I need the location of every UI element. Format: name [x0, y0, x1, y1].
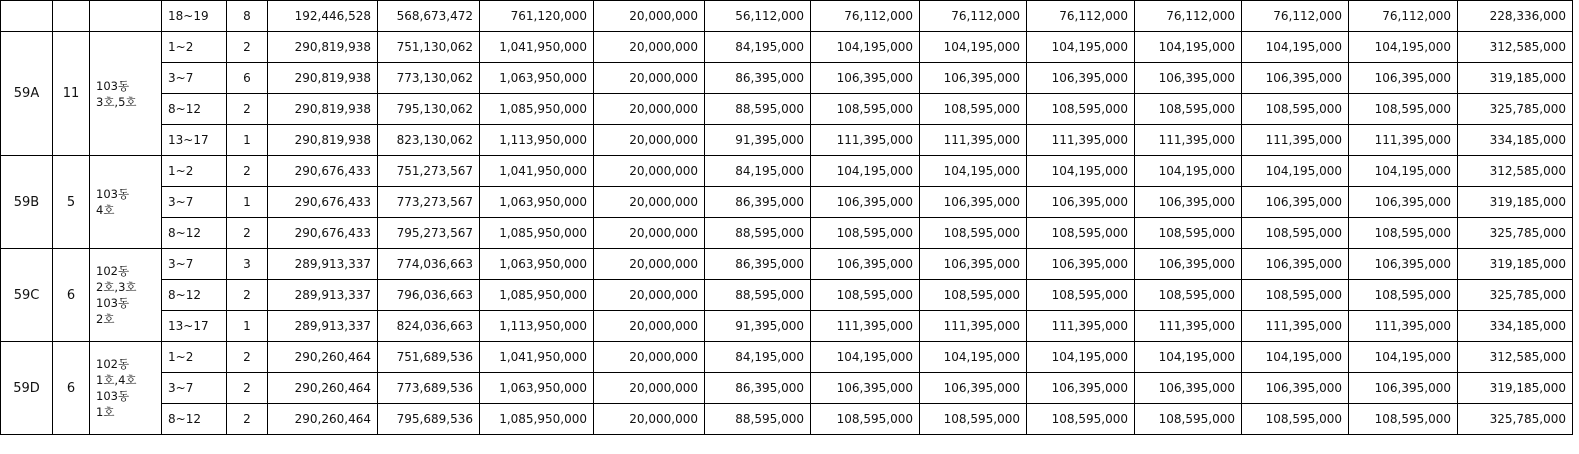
amount-cell: 312,585,000 — [1458, 32, 1573, 63]
amount-cell: 76,112,000 — [1135, 1, 1242, 32]
amount-cell: 20,000,000 — [594, 218, 705, 249]
amount-cell: 290,676,433 — [268, 156, 378, 187]
amount-cell: 88,595,000 — [705, 280, 811, 311]
amount-cell: 106,395,000 — [1242, 249, 1349, 280]
unit-type-cell: 59C — [1, 249, 53, 342]
amount-cell: 751,689,536 — [378, 342, 480, 373]
unit-count-cell — [53, 1, 90, 32]
amount-cell: 111,395,000 — [1135, 125, 1242, 156]
building-unit-cell — [90, 32, 162, 156]
units-cell: 1 — [227, 187, 268, 218]
amount-cell: 334,185,000 — [1458, 125, 1573, 156]
units-cell: 2 — [227, 32, 268, 63]
amount-cell: 56,112,000 — [705, 1, 811, 32]
units-cell: 8 — [227, 1, 268, 32]
floor-range-cell: 18~19 — [162, 1, 227, 32]
units-cell: 2 — [227, 280, 268, 311]
amount-cell: 108,595,000 — [920, 404, 1027, 435]
amount-cell: 84,195,000 — [705, 32, 811, 63]
amount-cell: 1,085,950,000 — [480, 94, 594, 125]
unit-count-cell: 6 — [53, 342, 90, 435]
amount-cell: 774,036,663 — [378, 249, 480, 280]
building-unit-line: 102동 — [96, 357, 130, 371]
building-unit-line: 103동 — [96, 296, 130, 310]
amount-cell: 108,595,000 — [1135, 94, 1242, 125]
amount-cell: 104,195,000 — [920, 32, 1027, 63]
amount-cell: 106,395,000 — [1027, 187, 1135, 218]
table-row — [1, 218, 1573, 249]
amount-cell: 824,036,663 — [378, 311, 480, 342]
amount-cell: 111,395,000 — [1242, 125, 1349, 156]
amount-cell: 108,595,000 — [1027, 94, 1135, 125]
unit-type-cell: 59B — [1, 156, 53, 249]
floor-range-cell: 3~7 — [162, 249, 227, 280]
floor-range-cell: 3~7 — [162, 63, 227, 94]
amount-cell: 106,395,000 — [1135, 63, 1242, 94]
unit-count-cell: 11 — [53, 32, 90, 156]
unit-count-cell: 5 — [53, 156, 90, 249]
amount-cell: 312,585,000 — [1458, 342, 1573, 373]
amount-cell: 1,085,950,000 — [480, 404, 594, 435]
amount-cell: 290,819,938 — [268, 94, 378, 125]
amount-cell: 106,395,000 — [1349, 187, 1458, 218]
amount-cell: 20,000,000 — [594, 404, 705, 435]
amount-cell: 86,395,000 — [705, 373, 811, 404]
amount-cell: 290,676,433 — [268, 218, 378, 249]
floor-range-cell: 1~2 — [162, 156, 227, 187]
amount-cell: 290,260,464 — [268, 342, 378, 373]
amount-cell: 86,395,000 — [705, 63, 811, 94]
amount-cell: 325,785,000 — [1458, 280, 1573, 311]
amount-cell: 108,595,000 — [1242, 404, 1349, 435]
floor-range-cell: 3~7 — [162, 187, 227, 218]
building-unit-line: 103동 — [96, 389, 130, 403]
amount-cell: 751,273,567 — [378, 156, 480, 187]
amount-cell: 104,195,000 — [1349, 156, 1458, 187]
amount-cell: 88,595,000 — [705, 404, 811, 435]
amount-cell: 108,595,000 — [1027, 280, 1135, 311]
amount-cell: 20,000,000 — [594, 1, 705, 32]
amount-cell: 111,395,000 — [1027, 125, 1135, 156]
amount-cell: 289,913,337 — [268, 311, 378, 342]
amount-cell: 325,785,000 — [1458, 404, 1573, 435]
amount-cell: 20,000,000 — [594, 94, 705, 125]
amount-cell: 1,041,950,000 — [480, 156, 594, 187]
building-unit-line: 103동 — [96, 187, 130, 201]
amount-cell: 290,819,938 — [268, 63, 378, 94]
building-unit-line: 2호,3호 — [96, 280, 137, 294]
amount-cell: 106,395,000 — [811, 249, 920, 280]
amount-cell: 823,130,062 — [378, 125, 480, 156]
amount-cell: 106,395,000 — [1027, 373, 1135, 404]
amount-cell: 111,395,000 — [1349, 125, 1458, 156]
amount-cell: 104,195,000 — [1027, 156, 1135, 187]
amount-cell: 773,130,062 — [378, 63, 480, 94]
amount-cell: 20,000,000 — [594, 156, 705, 187]
amount-cell: 773,273,567 — [378, 187, 480, 218]
building-unit-line: 4호 — [96, 203, 115, 217]
amount-cell: 104,195,000 — [1242, 32, 1349, 63]
amount-cell: 106,395,000 — [1135, 187, 1242, 218]
amount-cell: 111,395,000 — [920, 125, 1027, 156]
amount-cell: 108,595,000 — [1027, 404, 1135, 435]
amount-cell: 108,595,000 — [811, 94, 920, 125]
amount-cell: 1,041,950,000 — [480, 32, 594, 63]
floor-range-cell: 8~12 — [162, 218, 227, 249]
table-row — [1, 342, 1573, 373]
amount-cell: 108,595,000 — [1349, 280, 1458, 311]
amount-cell: 106,395,000 — [811, 187, 920, 218]
table-row — [1, 311, 1573, 342]
amount-cell: 106,395,000 — [811, 373, 920, 404]
table-row — [1, 373, 1573, 404]
amount-cell: 108,595,000 — [811, 280, 920, 311]
amount-cell: 108,595,000 — [1349, 404, 1458, 435]
amount-cell: 76,112,000 — [1027, 1, 1135, 32]
amount-cell: 192,446,528 — [268, 1, 378, 32]
unit-count-cell: 6 — [53, 249, 90, 342]
amount-cell: 312,585,000 — [1458, 156, 1573, 187]
amount-cell: 106,395,000 — [1349, 63, 1458, 94]
floor-range-cell: 8~12 — [162, 404, 227, 435]
table-row — [1, 187, 1573, 218]
floor-range-cell: 8~12 — [162, 280, 227, 311]
unit-type-cell: 59A — [1, 32, 53, 156]
amount-cell: 20,000,000 — [594, 311, 705, 342]
amount-cell: 108,595,000 — [920, 280, 1027, 311]
units-cell: 2 — [227, 156, 268, 187]
amount-cell: 20,000,000 — [594, 32, 705, 63]
amount-cell: 106,395,000 — [811, 63, 920, 94]
table-body — [1, 1, 1573, 435]
amount-cell: 76,112,000 — [811, 1, 920, 32]
amount-cell: 20,000,000 — [594, 125, 705, 156]
amount-cell: 108,595,000 — [1135, 280, 1242, 311]
amount-cell: 106,395,000 — [1135, 373, 1242, 404]
amount-cell: 773,689,536 — [378, 373, 480, 404]
amount-cell: 91,395,000 — [705, 311, 811, 342]
amount-cell: 88,595,000 — [705, 218, 811, 249]
amount-cell: 20,000,000 — [594, 342, 705, 373]
floor-range-cell: 3~7 — [162, 373, 227, 404]
amount-cell: 104,195,000 — [1027, 342, 1135, 373]
table-row — [1, 249, 1573, 280]
amount-cell: 108,595,000 — [920, 218, 1027, 249]
amount-cell: 104,195,000 — [920, 342, 1027, 373]
units-cell: 1 — [227, 125, 268, 156]
units-cell: 2 — [227, 218, 268, 249]
amount-cell: 1,063,950,000 — [480, 187, 594, 218]
amount-cell: 795,689,536 — [378, 404, 480, 435]
amount-cell: 108,595,000 — [811, 404, 920, 435]
amount-cell: 796,036,663 — [378, 280, 480, 311]
amount-cell: 228,336,000 — [1458, 1, 1573, 32]
floor-range-cell: 13~17 — [162, 311, 227, 342]
amount-cell: 290,676,433 — [268, 187, 378, 218]
amount-cell: 104,195,000 — [1135, 342, 1242, 373]
amount-cell: 106,395,000 — [1349, 249, 1458, 280]
amount-cell: 104,195,000 — [1242, 156, 1349, 187]
amount-cell: 290,260,464 — [268, 404, 378, 435]
amount-cell: 761,120,000 — [480, 1, 594, 32]
amount-cell: 106,395,000 — [1027, 63, 1135, 94]
amount-cell: 91,395,000 — [705, 125, 811, 156]
table-row — [1, 94, 1573, 125]
table-row — [1, 404, 1573, 435]
amount-cell: 88,595,000 — [705, 94, 811, 125]
amount-cell: 106,395,000 — [920, 63, 1027, 94]
amount-cell: 290,819,938 — [268, 32, 378, 63]
amount-cell: 108,595,000 — [1242, 280, 1349, 311]
amount-cell: 319,185,000 — [1458, 249, 1573, 280]
building-unit-line: 2호 — [96, 312, 115, 326]
amount-cell: 76,112,000 — [920, 1, 1027, 32]
amount-cell: 290,819,938 — [268, 125, 378, 156]
amount-cell: 111,395,000 — [811, 125, 920, 156]
amount-cell: 84,195,000 — [705, 342, 811, 373]
amount-cell: 568,673,472 — [378, 1, 480, 32]
amount-cell: 319,185,000 — [1458, 373, 1573, 404]
amount-cell: 76,112,000 — [1242, 1, 1349, 32]
amount-cell: 1,063,950,000 — [480, 63, 594, 94]
floor-range-cell: 1~2 — [162, 32, 227, 63]
amount-cell: 108,595,000 — [1349, 94, 1458, 125]
amount-cell: 751,130,062 — [378, 32, 480, 63]
units-cell: 6 — [227, 63, 268, 94]
amount-cell: 289,913,337 — [268, 280, 378, 311]
units-cell: 2 — [227, 373, 268, 404]
amount-cell: 289,913,337 — [268, 249, 378, 280]
amount-cell: 1,063,950,000 — [480, 249, 594, 280]
table-row — [1, 1, 1573, 32]
amount-cell: 106,395,000 — [920, 249, 1027, 280]
amount-cell: 106,395,000 — [920, 187, 1027, 218]
amount-cell: 104,195,000 — [1135, 156, 1242, 187]
amount-cell: 108,595,000 — [1242, 218, 1349, 249]
building-unit-line: 1호,4호 — [96, 373, 137, 387]
amount-cell: 20,000,000 — [594, 63, 705, 94]
amount-cell: 20,000,000 — [594, 187, 705, 218]
building-unit-cell — [90, 156, 162, 249]
amount-cell: 104,195,000 — [920, 156, 1027, 187]
table-row — [1, 125, 1573, 156]
amount-cell: 86,395,000 — [705, 249, 811, 280]
building-unit-cell — [90, 342, 162, 435]
amount-cell: 111,395,000 — [1242, 311, 1349, 342]
amount-cell: 104,195,000 — [811, 342, 920, 373]
building-unit-cell — [90, 249, 162, 342]
floor-range-cell: 8~12 — [162, 94, 227, 125]
amount-cell: 795,130,062 — [378, 94, 480, 125]
amount-cell: 334,185,000 — [1458, 311, 1573, 342]
amount-cell: 104,195,000 — [1027, 32, 1135, 63]
amount-cell: 1,113,950,000 — [480, 311, 594, 342]
building-unit-line: 102동 — [96, 264, 130, 278]
unit-type-cell — [1, 1, 53, 32]
amount-cell: 104,195,000 — [1349, 342, 1458, 373]
amount-cell: 319,185,000 — [1458, 187, 1573, 218]
amount-cell: 1,113,950,000 — [480, 125, 594, 156]
amount-cell: 1,085,950,000 — [480, 280, 594, 311]
amount-cell: 106,395,000 — [1135, 249, 1242, 280]
amount-cell: 104,195,000 — [811, 156, 920, 187]
amount-cell: 111,395,000 — [811, 311, 920, 342]
units-cell: 1 — [227, 311, 268, 342]
units-cell: 2 — [227, 342, 268, 373]
amount-cell: 108,595,000 — [1027, 218, 1135, 249]
amount-cell: 108,595,000 — [811, 218, 920, 249]
table-row — [1, 280, 1573, 311]
amount-cell: 20,000,000 — [594, 373, 705, 404]
building-unit-line: 3호,5호 — [96, 94, 137, 109]
amount-cell: 104,195,000 — [1242, 342, 1349, 373]
amount-cell: 319,185,000 — [1458, 63, 1573, 94]
floor-range-cell: 1~2 — [162, 342, 227, 373]
building-unit-line: 1호 — [96, 405, 115, 419]
amount-cell: 108,595,000 — [1242, 94, 1349, 125]
amount-cell: 111,395,000 — [1349, 311, 1458, 342]
building-unit-cell — [90, 1, 162, 32]
amount-cell: 104,195,000 — [1135, 32, 1242, 63]
amount-cell: 106,395,000 — [1027, 249, 1135, 280]
amount-cell: 108,595,000 — [1135, 218, 1242, 249]
amount-cell: 795,273,567 — [378, 218, 480, 249]
amount-cell: 111,395,000 — [920, 311, 1027, 342]
amount-cell: 20,000,000 — [594, 249, 705, 280]
units-cell: 2 — [227, 94, 268, 125]
amount-cell: 76,112,000 — [1349, 1, 1458, 32]
amount-cell: 108,595,000 — [920, 94, 1027, 125]
unit-type-cell: 59D — [1, 342, 53, 435]
amount-cell: 84,195,000 — [705, 156, 811, 187]
amount-cell: 106,395,000 — [1349, 373, 1458, 404]
amount-cell: 111,395,000 — [1135, 311, 1242, 342]
table-row — [1, 156, 1573, 187]
floor-range-cell: 13~17 — [162, 125, 227, 156]
amount-cell: 108,595,000 — [1135, 404, 1242, 435]
units-cell: 3 — [227, 249, 268, 280]
table-row — [1, 63, 1573, 94]
amount-cell: 111,395,000 — [1027, 311, 1135, 342]
amount-cell: 290,260,464 — [268, 373, 378, 404]
amount-cell: 1,085,950,000 — [480, 218, 594, 249]
table-row — [1, 32, 1573, 63]
amount-cell: 1,041,950,000 — [480, 342, 594, 373]
amount-cell: 106,395,000 — [1242, 373, 1349, 404]
amount-cell: 325,785,000 — [1458, 218, 1573, 249]
amount-cell: 104,195,000 — [811, 32, 920, 63]
amount-cell: 1,063,950,000 — [480, 373, 594, 404]
amount-cell: 20,000,000 — [594, 280, 705, 311]
amount-cell: 325,785,000 — [1458, 94, 1573, 125]
amount-cell: 106,395,000 — [920, 373, 1027, 404]
units-cell: 2 — [227, 404, 268, 435]
amount-cell: 106,395,000 — [1242, 63, 1349, 94]
amount-cell: 106,395,000 — [1242, 187, 1349, 218]
amount-cell: 108,595,000 — [1349, 218, 1458, 249]
amount-cell: 86,395,000 — [705, 187, 811, 218]
amount-cell: 104,195,000 — [1349, 32, 1458, 63]
building-unit-line: 103동 — [96, 78, 130, 93]
